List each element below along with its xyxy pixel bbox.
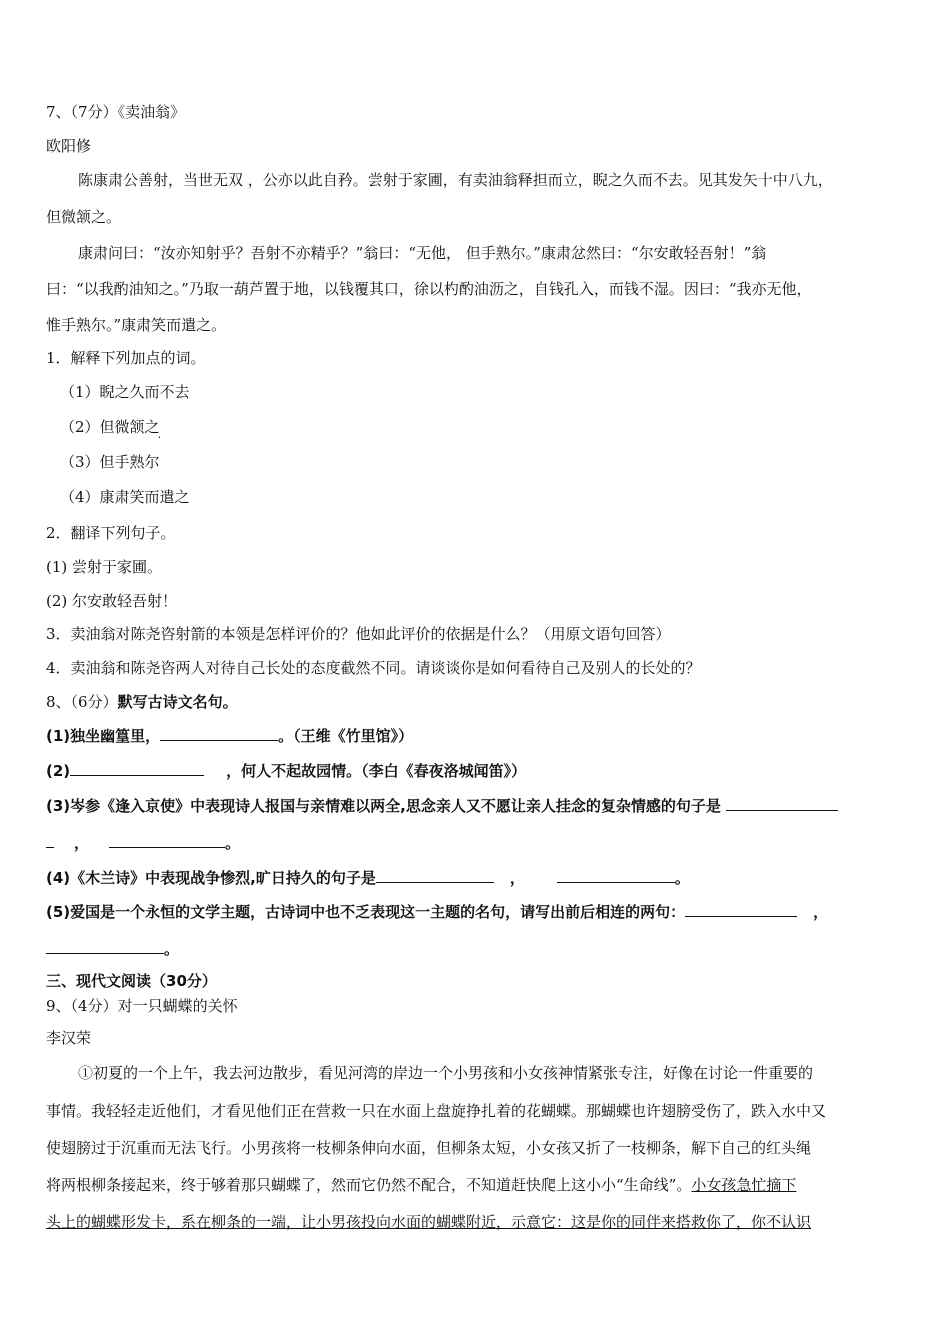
q8-line-5b: 。: [46, 939, 179, 959]
q7-author: 欧阳修: [46, 137, 92, 155]
q9-title: 9、（4分）对一只蝴蝶的关怀: [46, 997, 238, 1015]
q7-sub3: 3．卖油翁对陈尧咨射箭的本领是怎样评价的？他如此评价的依据是什么？（用原文语句回答）: [46, 625, 671, 643]
underlined-passage: 小女孩急忙摘下: [691, 1176, 797, 1194]
q8-line-5: (5)爱国是一个永恒的文学主题，古诗词中也不乏表现这一主题的名句，请写出前后相连的两句： ，: [46, 903, 829, 921]
q7-sub1-item: （4）康肃笑而遣之: [60, 488, 190, 506]
q7-sub1: 1．解释下列加点的词。: [46, 349, 206, 367]
q7-passage-line: 康肃问曰：“汝亦知射乎？吾射不亦精乎？”翁曰：“无他， 但手熟尔。”康肃忿然曰：“尔安敢轻吾射！”翁: [78, 244, 767, 262]
q7-sub4: 4．卖油翁和陈尧咨两人对待自己长处的态度截然不同。请谈谈你是如何看待自己及别人的长处的？: [46, 659, 701, 677]
q7-passage-line: 曰：“以我酌油知之。”乃取一葫芦置于地，以钱覆其口，徐以杓酌油沥之，自钱孔入，而钱不湿。因曰：“我亦无他，: [46, 280, 812, 298]
q7-passage-line: 惟手熟尔。”康肃笑而遣之。: [46, 316, 227, 334]
q7-sub2: 2．翻译下列句子。: [46, 524, 176, 542]
q8-line-4: (4)《木兰诗》中表现战争惨烈,旷日持久的句子是 ， 。: [46, 869, 690, 887]
q9-passage-line: 将两根柳条接起来，终于够着那只蝴蝶了，然而它仍然不配合，不知道赶快爬上这小小“生命线”。小女孩急忙摘下: [46, 1176, 797, 1194]
q9-passage-line: 事情。我轻轻走近他们，才看见他们正在营救一只在水面上盘旋挣扎着的花蝴蝶。那蝴蝶也许翅膀受伤了，跌入水中又: [46, 1102, 827, 1120]
q7-passage-line: 陈康肃公善射，当世无双 ，公亦以此自矜。尝射于家圃，有卖油翁释担而立，睨之久而不去。见其发矢十中八九，: [78, 171, 833, 189]
q8-title: 8、（6分）默写古诗文名句。: [46, 693, 238, 711]
q8-line-3: (3)岑参《逢入京使》中表现诗人报国与亲情难以两全,思念亲人又不愿让亲人挂念的复杂情感的句子是: [46, 796, 838, 816]
q9-author: 李汉荣: [46, 1029, 92, 1047]
q8-line-2: (2) ，何人不起故园情。（李白《春夜洛城闻笛》）: [46, 762, 527, 780]
q9-passage-line: ①初夏的一个上午，我去河边散步，看见河湾的岸边一个小男孩和小女孩神情紧张专注，好像在讨论一件重要的: [78, 1064, 814, 1082]
q7-sub2-item: (2) 尔安敢轻吾射！: [46, 592, 178, 610]
q8-line-3b: ， 。: [46, 833, 240, 853]
q8-line-1: (1)独坐幽篁里， 。（王维《竹里馆》）: [46, 727, 414, 745]
q7-sub1-item: （1）睨之久而不去: [60, 383, 190, 401]
q7-sub2-item: (1) 尝射于家圃。: [46, 558, 163, 576]
q7-title: 7、（7分）《卖油翁》: [46, 103, 186, 121]
q7-sub1-item: （3）但手熟尔: [60, 453, 160, 471]
q9-passage-line-underlined: 头上的蝴蝶形发卡，系在柳条的一端，让小男孩投向水面的蝴蝶附近，示意它：这是你的同伴来搭救你了，你不认识: [46, 1213, 812, 1231]
section-3-heading: 三、现代文阅读（30分）: [46, 972, 217, 990]
q7-passage-line: 但微颔之。: [46, 208, 122, 226]
q9-passage-line: 使翅膀过于沉重而无法飞行。小男孩将一枝柳条伸向水面，但柳条太短，小女孩又折了一枝柳条，解下自己的红头绳: [46, 1139, 812, 1157]
q7-sub1-item: （2）但微颔之: [60, 418, 160, 436]
